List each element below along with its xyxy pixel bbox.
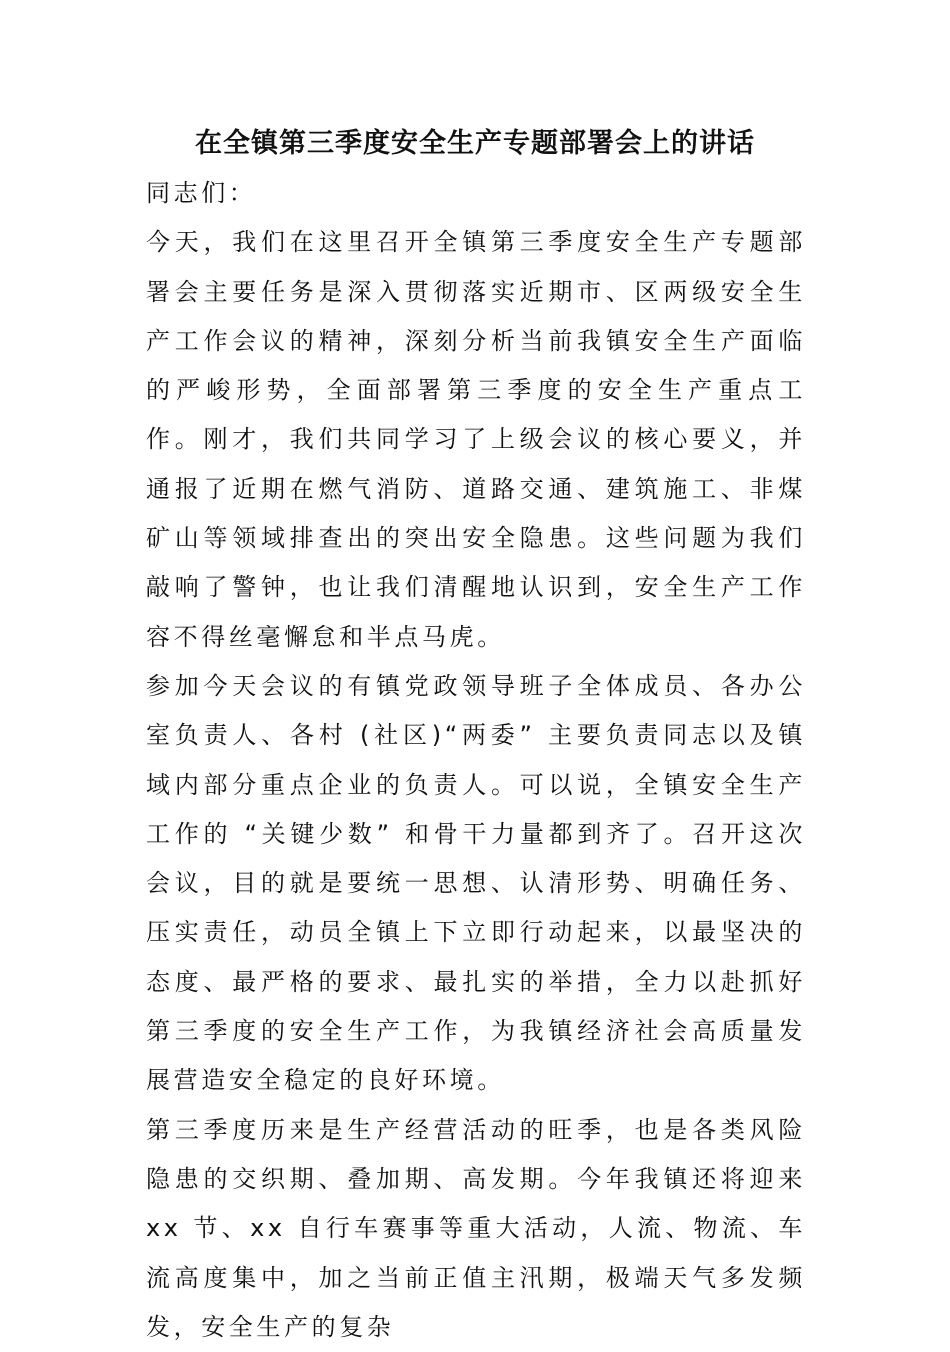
document-body [146, 169, 806, 1352]
document-title: 在全镇第三季度安全生产专题部署会上的讲话 [195, 128, 755, 159]
paragraph: 参加今天会议的有镇党政领导班子全体成员、各办公室负责人、各村 (社区)“两委” 主要负责同志以及镇域内部分重点企业的负责人。可以说，全镇安全生产工作的 “关键少数” 和骨干力量都到齐了。召开这次会议，目的就是要统一思想、认清形势、明确任务、压实责任，动员全镇上下立即行动起来，以最坚决的态度、最严格的要求、最扎实的举措，全力以赴抓好第三季度的安全生产工作，为我镇经济社会高质量发展营造安全稳定的良好环境。 [146, 671, 806, 1095]
paragraph: 第三季度历来是生产经营活动的旺季，也是各类风险隐患的交织期、叠加期、高发期。今年我镇还将迎来 xx 节、xx 自行车赛事等重大活动，人流、物流、车流高度集中，加之当前正值主汛期，极端天气多发频发，安全生产的复杂 [146, 1115, 806, 1341]
paragraph: 今天，我们在这里召开全镇第三季度安全生产专题部署会主要任务是深入贯彻落实近期市、区两级安全生产工作会议的精神，深刻分析当前我镇安全生产面临的严峻形势，全面部署第三季度的安全生产重点工作。刚才，我们共同学习了上级会议的核心要义，并通报了近期在燃气消防、道路交通、建筑施工、非煤矿山等领域排查出的突出安全隐患。这些问题为我们敲响了警钟，也让我们清醒地认识到，安全生产工作容不得丝毫懈怠和半点马虎。 [146, 228, 806, 651]
salutation: 同志们： [146, 179, 257, 207]
